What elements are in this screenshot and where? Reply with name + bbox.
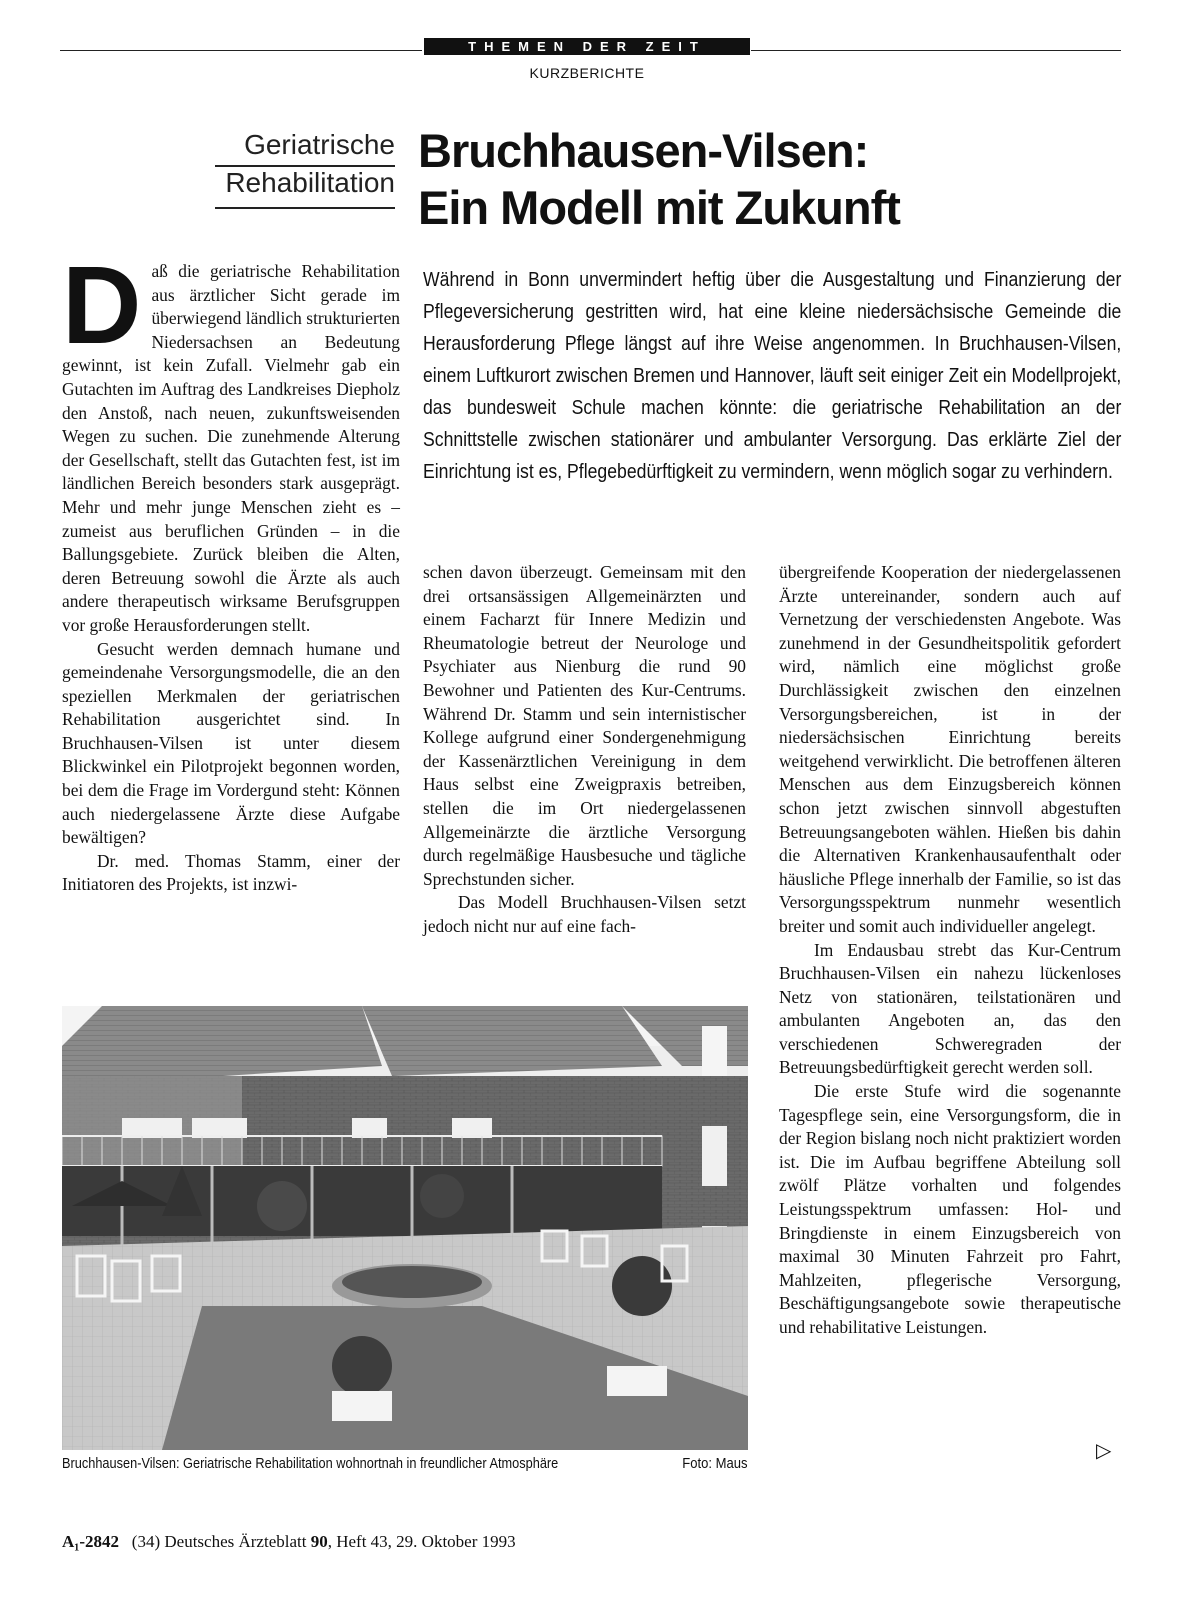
kicker-line-2: Rehabilitation xyxy=(225,167,395,198)
headline xyxy=(418,122,1118,236)
paragraph: Die erste Stufe wird die sogenannte Tagespflege sein, eine Versorgungsform, die in der Region bislang noch nicht praktiziert worden ist. Die im Aufbau begriffene Abteilung soll zwölf Plätze vorhalten und folgendes Leistungsspektrum umfassen: Hol- und Bringdienste in einem Einzugsbereich von maximal 30 Minuten Fahrzeit pro Fahrt, Mahlzeiten, pflegerische Versorgung, Beschäftigungsangebote sowie therapeutische und rehabilitative Leistungen. xyxy=(779,1081,1121,1337)
paragraph: Dr. med. Thomas Stamm, einer der Initiatoren des Projekts, ist inzwi- xyxy=(62,850,400,895)
headline-line-2: Ein Modell mit Zukunft xyxy=(418,181,900,234)
kicker-rule xyxy=(215,165,395,167)
footer-volume: 90 xyxy=(310,1532,328,1551)
body-column-2 xyxy=(423,561,746,939)
photo-credit: Foto: Maus xyxy=(682,1456,748,1472)
footer-journal: (34) Deutsches Ärzteblatt xyxy=(131,1532,307,1551)
headline-line-1: Bruchhausen-Vilsen: xyxy=(418,124,869,177)
lead-text: Während in Bonn unvermindert heftig über die Ausgestaltung und Finanzierung der Pflegeversicherung gestritten wird, hat eine kleine niedersächsische Gemeinde die Herausforderung Pflege längst auf ihre Weise angenommen. In Bruchhausen-Vilsen, einem Luftkurort zwischen Bremen und Hannover, läuft seit einiger Zeit ein Modellprojekt, das bundesweit Schule machen könnte: die geriatrische Rehabilitation an der Schnittstelle zwischen stationärer und ambulanter Versorgung. Das erklärte Ziel der Einrichtung ist es, Pflegebedürftigkeit zu vermindern, wenn möglich sogar zu verhindern. xyxy=(423,268,1122,483)
kicker-line-1: Geriatrische xyxy=(244,129,395,160)
paragraph: Das Modell Bruchhausen-Vilsen setzt jedoch nicht nur auf eine fach- xyxy=(423,892,746,936)
paragraph: Im Endausbau strebt das Kur-Centrum Bruchhausen-Vilsen ein nahezu lückenloses Netz von stationären, teilstationären und ambulanten Angeboten an, das den verschiedenen Schweregraden der Betreuungsbedürftigkeit gerecht werden soll. xyxy=(779,939,1121,1078)
footer-issue-date: , Heft 43, 29. Oktober 1993 xyxy=(327,1532,516,1551)
paragraph: Gesucht werden demnach humane und gemeindenahe Versorgungsmodelle, die an den speziellen Merkmalen der geriatrischen Rehabilitation ausgerichtet sind. In Bruchhausen-Vilsen ist unter diesem Blickwinkel ein Pilotprojekt begonnen worden, bei dem die Frage im Vordergund steht: Können auch niedergelassene Ärzte diese Aufgabe bewältigen? xyxy=(62,638,400,848)
lead-paragraph xyxy=(423,264,1121,488)
page-footer xyxy=(62,1532,516,1552)
header-rule-left xyxy=(60,50,422,51)
page-code: A₁-2842 xyxy=(62,1532,120,1551)
subsection-label: KURZBERICHTE xyxy=(529,65,645,81)
caption-text: Bruchhausen-Vilsen: Geriatrische Rehabilitation wohnortnah in freundlicher Atmosphäre xyxy=(62,1456,559,1472)
kicker-rule xyxy=(215,207,395,209)
triangle-right-icon: ▷ xyxy=(1096,1440,1112,1462)
section-label: THEMEN DER ZEIT xyxy=(424,38,750,55)
kicker xyxy=(190,126,395,202)
header-rule-right xyxy=(751,50,1121,51)
courtyard-photo xyxy=(62,1006,748,1450)
body-column-3 xyxy=(779,561,1121,1340)
paragraph: aß die geriatrische Rehabilitation aus ärztlicher Sicht gerade im überwiegend ländlich strukturierten Niedersachsen an Bedeutung gewinnt, ist kein Zufall. Vielmehr gab ein Gutachten im Auftrag des Landkreises Diepholz den Anstoß, nach neuen, zukunftsweisenden Wegen zu suchen. Die zunehmende Alterung der Gesellschaft, stellt das Gutachten fest, ist im ländlichen Bereich besonders stark ausgeprägt. Mehr und mehr junge Menschen zieht es – zumeist aus beruflichen Gründen – in die Ballungsgebiete. Zurück bleiben die Alten, deren Betreuung sowohl die Ärzte als auch andere therapeutisch wirksame Berufsgruppen vor große Herausforderungen stellt. xyxy=(62,261,400,635)
paragraph: schen davon überzeugt. Gemeinsam mit den drei ortsansässigen Allgemeinärzten und einem Facharzt für Innere Medizin und Rheumatologie betreut der Neurologe und Psychiater aus Nienburg die rund 90 Bewohner und Patienten des Kur-Centrums. Während Dr. Stamm und sein internistischer Kollege aufgrund einer Sondergenehmigung der Kassenärztlichen Vereinigung in dem Haus selbst eine Zweigpraxis betreiben, stellen die im Ort niedergelassenen Allgemeinärzte die ärztliche Versorgung durch regelmäßige Hausbesuche und tägliche Sprechstunden sicher. xyxy=(423,562,746,889)
paragraph: übergreifende Kooperation der niedergelassenen Ärzte untereinander, sondern auch auf Vernetzung der verschiedensten Angebote. Was zunehmend in der Gesundheitspolitik gefordert wird, nämlich eine möglichst große Durchlässigkeit zwischen den einzelnen Versorgungsbereichen, ist in der niedersächsischen Einrichtung bereits weitgehend verwirklicht. Die betroffenen älteren Menschen aus dem Einzugsbereich können schon jetzt zwischen sinnvoll abgestuften Betreuungsangeboten wählen. Hießen bis dahin die Alternativen Krankenhausaufenthalt oder häusliche Pflege innerhalb der Familie, so ist das Versorgungsspektrum nunmehr wesentlich breiter und somit auch individueller angelegt. xyxy=(779,562,1121,936)
drop-cap: D xyxy=(62,244,142,367)
body-column-1 xyxy=(62,244,400,897)
